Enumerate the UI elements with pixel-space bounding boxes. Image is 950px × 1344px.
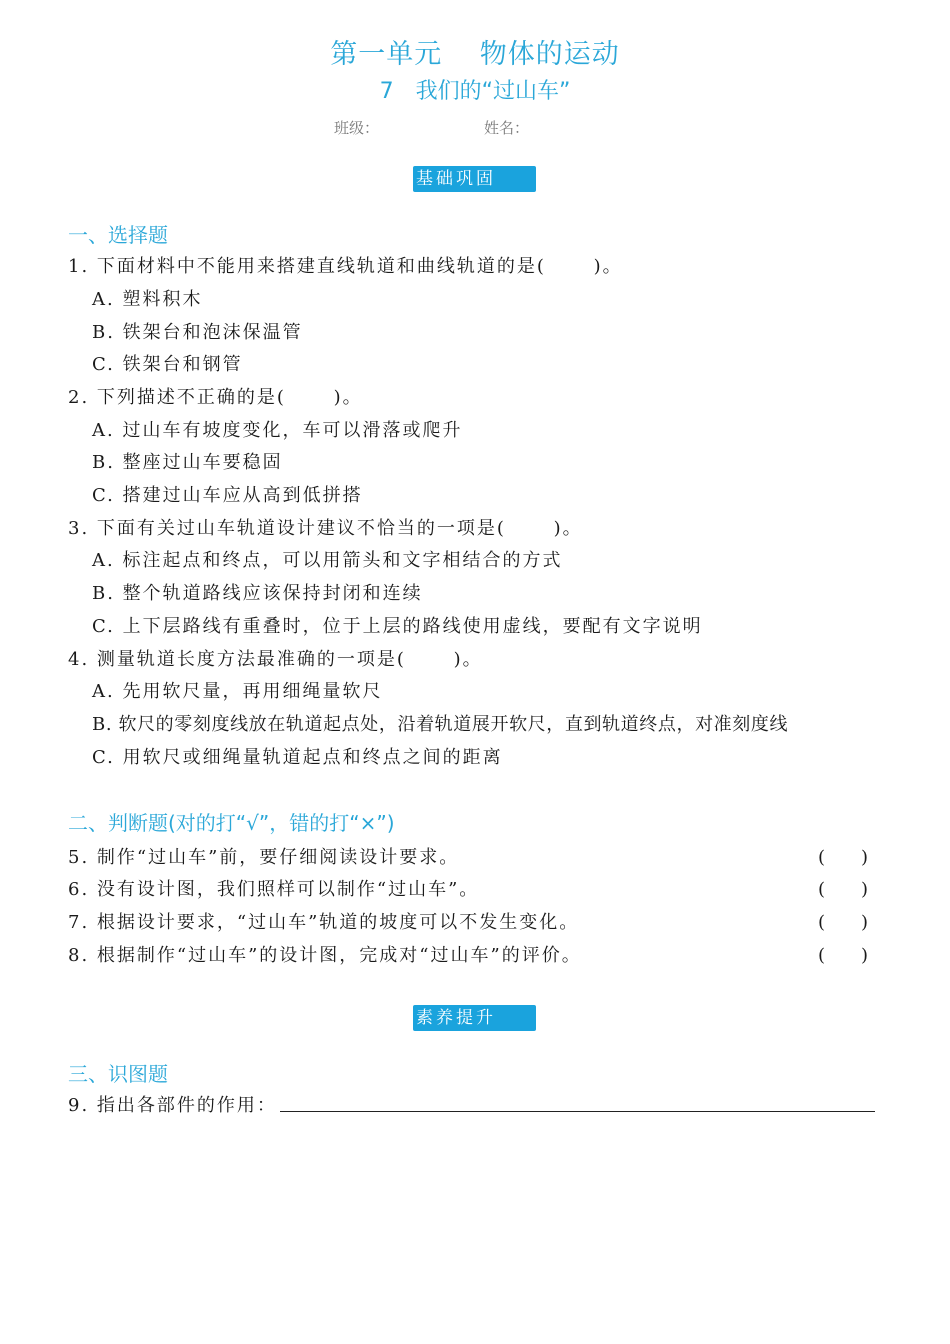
question-stem: 4. 测量轨道长度方法最准确的一项是( )。: [68, 649, 483, 670]
question-option: B. 整个轨道路线应该保持封闭和连续: [92, 583, 423, 604]
question-option: C. 上下层路线有重叠时，位于上层的路线使用虚线，要配有文字说明: [92, 616, 703, 637]
judgement-item: 8. 根据制作“过山车”的设计图，完成对“过山车”的评价。: [68, 945, 582, 966]
section-title-choice: 一、选择题: [68, 223, 168, 247]
question-option: A. 标注起点和终点，可以用箭头和文字相结合的方式: [92, 550, 563, 571]
lesson-title: 7 我们的“过山车”: [379, 79, 571, 104]
question-option: A. 塑料积木: [92, 289, 203, 310]
question-option: A. 过山车有坡度变化，车可以滑落或爬升: [92, 420, 463, 441]
answer-parentheses: ( ): [818, 847, 869, 868]
answer-parentheses: ( ): [818, 945, 869, 966]
judgement-item: 6. 没有设计图，我们照样可以制作“过山车”。: [68, 879, 480, 900]
answer-parentheses: ( ): [818, 912, 869, 933]
question-option: B. 软尺的零刻度线放在轨道起点处，沿着轨道展开软尺，直到轨道终点，对准刻度线: [92, 714, 789, 735]
judgement-item: 5. 制作“过山车”前，要仔细阅读设计要求。: [68, 847, 460, 868]
section-title-diagram: 三、识图题: [68, 1062, 168, 1086]
badge-basic: 基础巩固: [413, 166, 536, 192]
question-option: C. 用软尺或细绳量轨道起点和终点之间的距离: [92, 747, 503, 768]
judgement-item: 7. 根据设计要求，“过山车”轨道的坡度可以不发生变化。: [68, 912, 580, 933]
question-option: C. 铁架台和钢管: [92, 354, 243, 375]
unit-title: 第一单元 物体的运动: [330, 39, 620, 70]
question-option: B. 整座过山车要稳固: [92, 452, 283, 473]
badge-advanced: 素养提升: [413, 1005, 536, 1031]
question-stem: 2. 下列描述不正确的是( )。: [68, 387, 363, 408]
section-title-judgement: 二、判断题(对的打“√”，错的打“×”): [68, 811, 395, 835]
question-option: B. 铁架台和泡沫保温管: [92, 322, 303, 343]
answer-line: [280, 1111, 875, 1112]
question-stem: 9. 指出各部件的作用：: [68, 1095, 277, 1116]
question-option: C. 搭建过山车应从高到低拼搭: [92, 485, 363, 506]
name-label: 姓名：: [484, 119, 530, 137]
class-label: 班级：: [334, 119, 380, 137]
question-option: A. 先用软尺量，再用细绳量软尺: [92, 681, 383, 702]
question-stem: 3. 下面有关过山车轨道设计建议不恰当的一项是( )。: [68, 518, 583, 539]
answer-parentheses: ( ): [818, 879, 869, 900]
question-stem: 1. 下面材料中不能用来搭建直线轨道和曲线轨道的是( )。: [68, 256, 623, 277]
